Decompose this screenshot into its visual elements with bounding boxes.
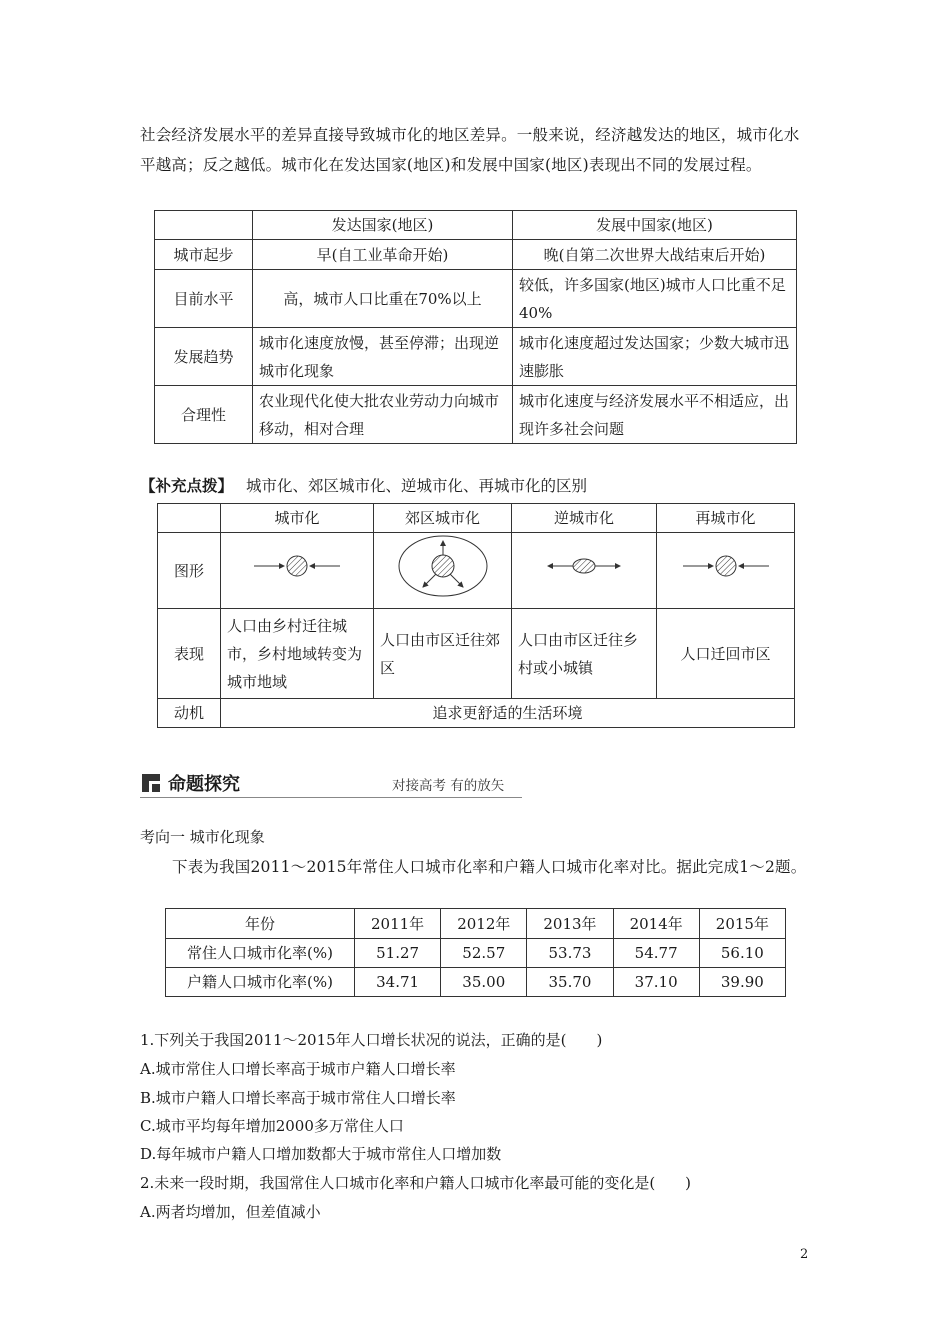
row-label: 发展趋势 bbox=[155, 328, 253, 386]
option-b[interactable]: B.城市户籍人口增长率高于城市常住人口增长率 bbox=[140, 1089, 456, 1107]
supplement-title: 城市化、郊区城市化、逆城市化、再城市化的区别 bbox=[245, 477, 587, 495]
table-header: 2013年 bbox=[527, 909, 613, 939]
exam-direction: 考向一 城市化现象 bbox=[140, 828, 265, 846]
table-cell: 53.73 bbox=[527, 939, 613, 968]
reurbanization-diagram bbox=[657, 533, 795, 609]
question-stem: 下表为我国2011～2015年常住人口城市化率和户籍人口城市化率对比。据此完成1～2题。 bbox=[172, 858, 807, 876]
table-header bbox=[158, 504, 221, 533]
table-cell: 追求更舒适的生活环境 bbox=[221, 699, 795, 728]
table-cell: 35.00 bbox=[441, 968, 527, 997]
table-cell: 人口迁回市区 bbox=[657, 609, 795, 699]
row-label: 合理性 bbox=[155, 386, 253, 444]
section-square-icon bbox=[142, 774, 160, 792]
table-header: 2015年 bbox=[699, 909, 785, 939]
table-header: 再城市化 bbox=[657, 504, 795, 533]
intro-paragraph: 社会经济发展水平的差异直接导致城市化的地区差异。一般来说，经济越发达的地区，城市化水平越高；反之越低。城市化在发达国家(地区)和发展中国家(地区)表现出不同的发展过程。 bbox=[140, 126, 800, 174]
question-2: 2.未来一段时期，我国常住人口城市化率和户籍人口城市化率最可能的变化是( ) bbox=[140, 1174, 692, 1192]
table-cell: 56.10 bbox=[699, 939, 785, 968]
table-cell: 人口由市区迁往乡村或小城镇 bbox=[512, 609, 657, 699]
table-header: 发展中国家(地区) bbox=[513, 211, 797, 240]
row-label: 动机 bbox=[158, 699, 221, 728]
row-label: 目前水平 bbox=[155, 270, 253, 328]
section-title: 命题探究 bbox=[168, 774, 240, 795]
option-a[interactable]: A.两者均增加，但差值减小 bbox=[140, 1203, 321, 1221]
section-heading bbox=[140, 768, 522, 802]
urbanization-types-table bbox=[157, 503, 795, 728]
suburbanization-diagram bbox=[374, 533, 512, 609]
page-number: 2 bbox=[800, 1247, 809, 1262]
table-cell: 34.71 bbox=[355, 968, 441, 997]
counter-urbanization-diagram bbox=[512, 533, 657, 609]
section-subtitle: 对接高考 有的放矢 bbox=[392, 778, 505, 794]
table-cell: 52.57 bbox=[441, 939, 527, 968]
option-c[interactable]: C.城市平均每年增加2000多万常住人口 bbox=[140, 1117, 404, 1135]
table-header: 城市化 bbox=[221, 504, 374, 533]
table-header: 发达国家(地区) bbox=[253, 211, 513, 240]
urbanization-diagram bbox=[221, 533, 374, 609]
row-label: 表现 bbox=[158, 609, 221, 699]
option-d[interactable]: D.每年城市户籍人口增加数都大于城市常住人口增加数 bbox=[140, 1145, 502, 1163]
table-cell: 农业现代化使大批农业劳动力向城市移动，相对合理 bbox=[253, 386, 513, 444]
table-cell: 人口由市区迁往郊区 bbox=[374, 609, 512, 699]
row-label: 户籍人口城市化率(%) bbox=[166, 968, 355, 997]
table-cell: 城市化速度超过发达国家；少数大城市迅速膨胀 bbox=[513, 328, 797, 386]
table-header bbox=[155, 211, 253, 240]
comparison-table bbox=[154, 210, 797, 444]
table-header: 2012年 bbox=[441, 909, 527, 939]
table-cell: 城市化速度放慢，甚至停滞；出现逆城市化现象 bbox=[253, 328, 513, 386]
table-cell: 39.90 bbox=[699, 968, 785, 997]
table-cell: 37.10 bbox=[613, 968, 699, 997]
table-cell: 54.77 bbox=[613, 939, 699, 968]
table-header: 逆城市化 bbox=[512, 504, 657, 533]
urbanization-rate-table bbox=[165, 908, 786, 997]
row-label: 图形 bbox=[158, 533, 221, 609]
supplement-tag: 【补充点拨】 bbox=[140, 476, 234, 495]
table-header: 2014年 bbox=[613, 909, 699, 939]
table-cell: 35.70 bbox=[527, 968, 613, 997]
table-cell: 高，城市人口比重在70%以上 bbox=[253, 270, 513, 328]
table-cell: 早(自工业革命开始) bbox=[253, 240, 513, 270]
table-cell: 人口由乡村迁往城市，乡村地域转变为城市地域 bbox=[221, 609, 374, 699]
table-header: 年份 bbox=[166, 909, 355, 939]
table-header: 郊区城市化 bbox=[374, 504, 512, 533]
option-a[interactable]: A.城市常住人口增长率高于城市户籍人口增长率 bbox=[140, 1060, 456, 1078]
section-divider bbox=[140, 797, 522, 798]
table-cell: 较低，许多国家(地区)城市人口比重不足40% bbox=[513, 270, 797, 328]
supplement-heading bbox=[140, 474, 587, 496]
row-label: 常住人口城市化率(%) bbox=[166, 939, 355, 968]
question-1: 1.下列关于我国2011～2015年人口增长状况的说法，正确的是( ) bbox=[140, 1031, 603, 1049]
table-header: 2011年 bbox=[355, 909, 441, 939]
table-cell: 城市化速度与经济发展水平不相适应，出现许多社会问题 bbox=[513, 386, 797, 444]
row-label: 城市起步 bbox=[155, 240, 253, 270]
table-cell: 51.27 bbox=[355, 939, 441, 968]
table-cell: 晚(自第二次世界大战结束后开始) bbox=[513, 240, 797, 270]
